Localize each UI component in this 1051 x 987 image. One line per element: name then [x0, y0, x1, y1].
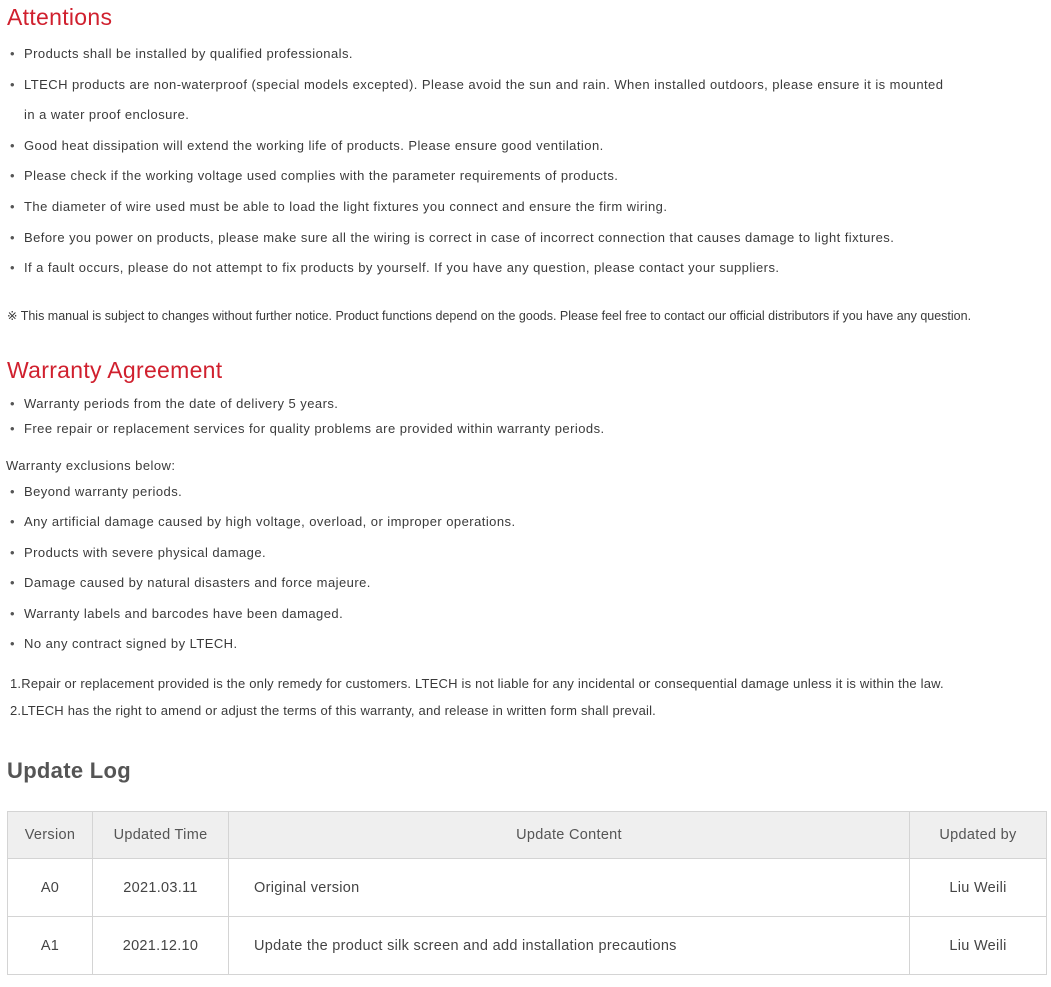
list-item: • Damage caused by natural disasters and force majeure. [0, 568, 516, 598]
cell-version: A0 [8, 859, 93, 917]
bullet-dot-icon: • [10, 421, 16, 436]
manual-notice: ※ This manual is subject to changes without further notice. Product functions depend on the goods. Please feel free to contact our official distributors if you have any question. [7, 309, 972, 323]
list-item: • If a fault occurs, please do not attempt to fix products by yourself. If you have any question, please contact your suppliers. [0, 253, 943, 284]
warranty-term-2: 2.LTECH has the right to amend or adjust the terms of this warranty, and release in written form shall prevail. [10, 703, 656, 718]
update-log-heading: Update Log [7, 758, 131, 783]
exclusions-label: Warranty exclusions below: [6, 458, 176, 473]
warranty-heading: Warranty Agreement [7, 357, 223, 383]
cell-updated-by: Liu Weili [910, 859, 1047, 917]
list-item: • Warranty periods from the date of delivery 5 years. [0, 391, 605, 416]
bullet-dot-icon: • [10, 168, 16, 184]
list-item: • Before you power on products, please make sure all the wiring is correct in case of incorrect connection that causes damage to light fixtures. [0, 223, 943, 254]
bullet-dot-icon: • [10, 229, 16, 245]
list-item: • Products shall be installed by qualified professionals. [0, 39, 943, 70]
bullet-dot-icon: • [10, 605, 16, 621]
exclusions-list [0, 477, 516, 659]
list-item: • Products with severe physical damage. [0, 538, 516, 568]
list-item: • Any artificial damage caused by high voltage, overload, or improper operations. [0, 507, 516, 537]
list-item: • Free repair or replacement services for quality problems are provided within warranty periods. [0, 416, 605, 441]
bullet-dot-icon: • [10, 484, 16, 499]
bullet-dot-icon: • [10, 544, 16, 560]
bullet-dot-icon: • [10, 635, 16, 651]
list-item: • Warranty labels and barcodes have been damaged. [0, 599, 516, 629]
list-item: • No any contract signed by LTECH. [0, 629, 516, 659]
list-item: • The diameter of wire used must be able to load the light fixtures you connect and ensure the firm wiring. [0, 192, 943, 223]
table-row [8, 917, 1047, 975]
list-item: • Please check if the working voltage used complies with the parameter requirements of products. [0, 161, 943, 192]
attentions-heading: Attentions [7, 4, 113, 30]
bullet-dot-icon: • [10, 514, 16, 530]
cell-updated-by: Liu Weili [910, 917, 1047, 975]
column-header-update-content: Update Content [229, 812, 910, 859]
bullet-dot-icon: • [10, 76, 16, 92]
list-item: • Good heat dissipation will extend the working life of products. Please ensure good ventilation. [0, 131, 943, 162]
table-row [8, 859, 1047, 917]
attentions-list [0, 39, 943, 284]
column-header-updated-by: Updated by [910, 812, 1047, 859]
cell-version: A1 [8, 917, 93, 975]
list-item: • LTECH products are non-waterproof (special models excepted). Please avoid the sun and rain. When installed outdoors, please ensure it is mounted [0, 70, 943, 101]
table-header-row [8, 812, 1047, 859]
update-log-table [7, 811, 1047, 975]
bullet-dot-icon: • [10, 396, 16, 411]
bullet-dot-icon: • [10, 260, 16, 276]
cell-update-content: Original version [229, 859, 910, 917]
list-item: • Beyond warranty periods. [0, 477, 516, 507]
list-item-continuation: in a water proof enclosure. [24, 107, 190, 123]
warranty-term-1: 1.Repair or replacement provided is the only remedy for customers. LTECH is not liable for any incidental or consequential damage unless it is within the law. [10, 676, 944, 691]
column-header-updated-time: Updated Time [93, 812, 229, 859]
warranty-list [0, 391, 605, 441]
bullet-dot-icon: • [10, 46, 16, 61]
bullet-dot-icon: • [10, 575, 16, 591]
cell-update-content: Update the product silk screen and add installation precautions [229, 917, 910, 975]
cell-updated-time: 2021.12.10 [93, 917, 229, 975]
column-header-version: Version [8, 812, 93, 859]
cell-updated-time: 2021.03.11 [93, 859, 229, 917]
bullet-dot-icon: • [10, 198, 16, 214]
bullet-dot-icon: • [10, 137, 16, 153]
